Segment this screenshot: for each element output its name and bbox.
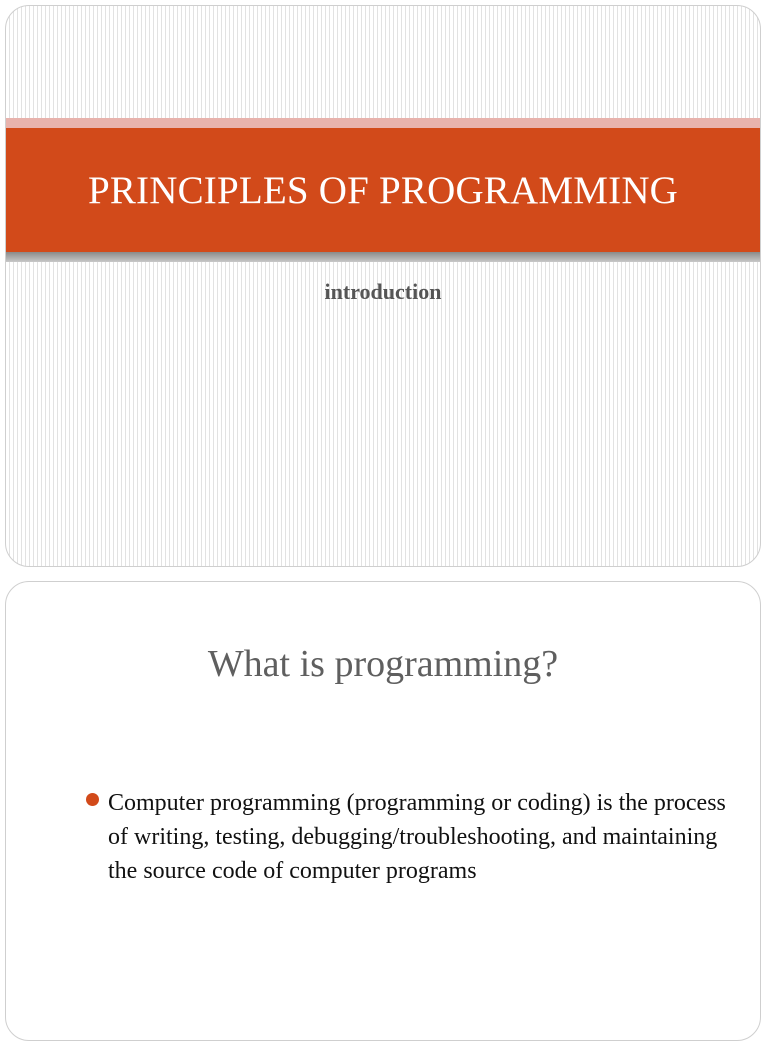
title-band-highlight (6, 118, 760, 128)
presentation-title: PRINCIPLES OF PROGRAMMING (87, 168, 679, 212)
title-slide (5, 5, 761, 567)
bullet-item (86, 786, 736, 888)
title-band-shadow (6, 252, 760, 262)
slide-heading: What is programming? (207, 643, 559, 685)
content-slide (5, 581, 761, 1041)
title-band (6, 128, 760, 252)
presentation-subtitle: introduction (324, 279, 442, 304)
bullet-icon (86, 793, 99, 806)
bullet-text: Computer programming (programming or coding) is the process of writing, testing, debugging/troubleshooting, and maintaining the source code of computer programs (108, 790, 726, 884)
